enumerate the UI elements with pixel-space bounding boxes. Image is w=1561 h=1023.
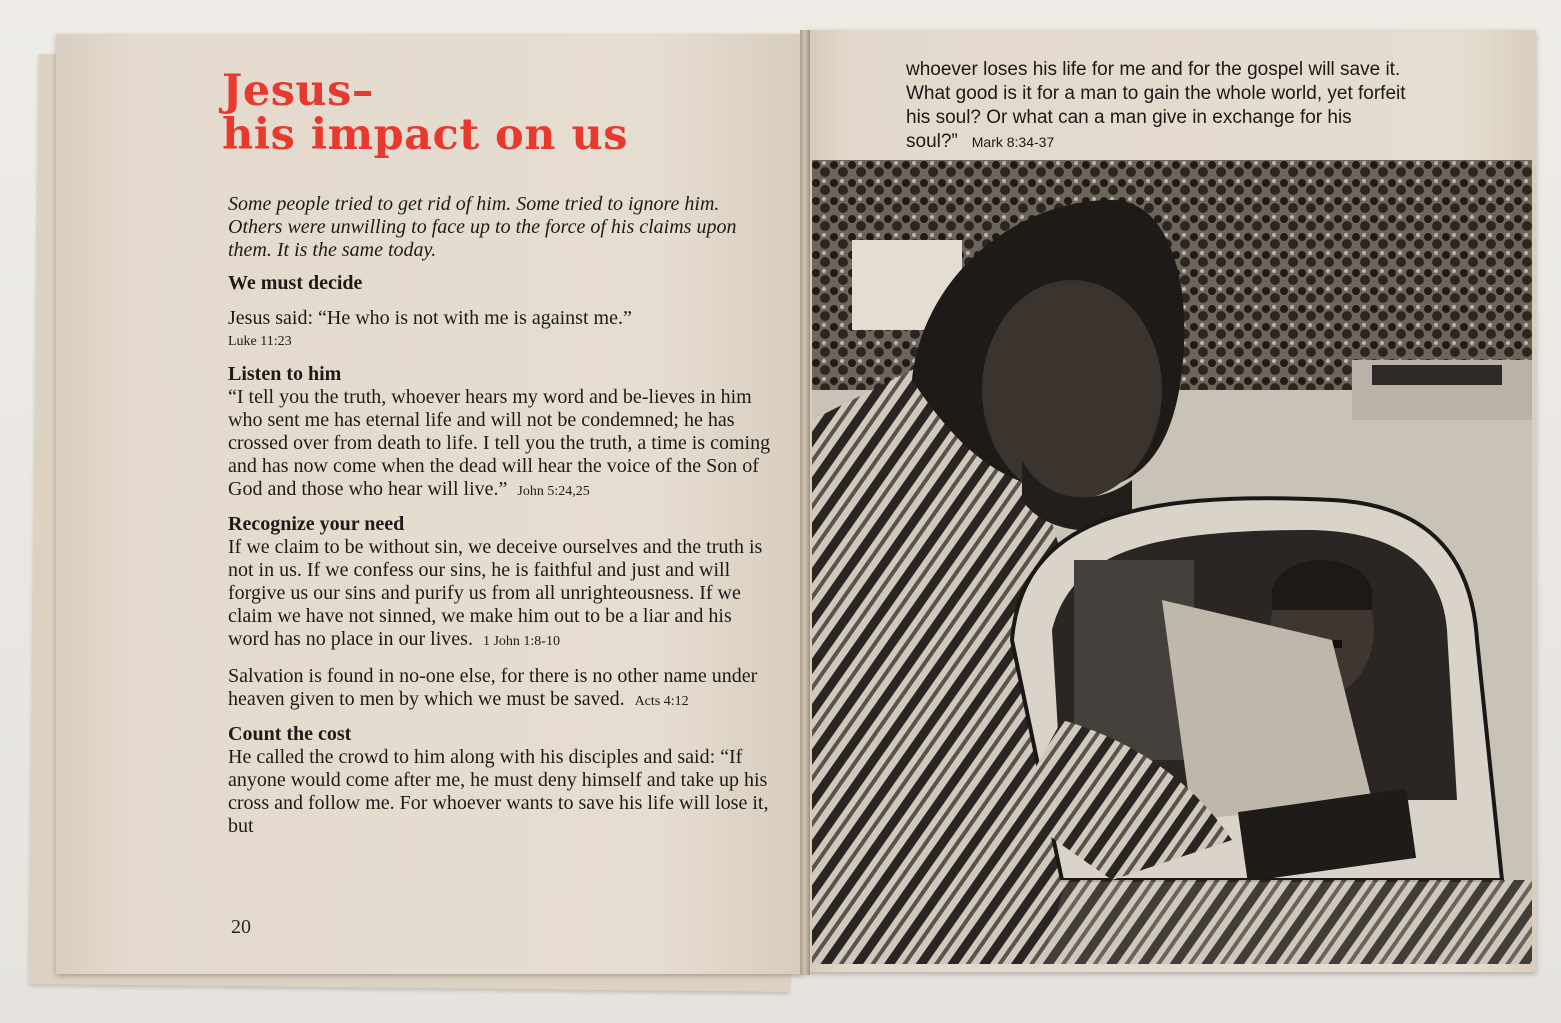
section-text	[228, 386, 776, 503]
section-text	[228, 536, 776, 653]
scripture-reference: Acts 4:12	[634, 694, 689, 709]
section-heading: Listen to him	[228, 363, 342, 385]
section-quote: Salvation is found in no-one else, for there is no other name under heaven given to men by which we must be saved.	[228, 665, 758, 710]
section-heading: Count the cost	[228, 723, 352, 745]
scripture-reference: Mark 8:34-37	[971, 134, 1055, 150]
continued-quote: whoever loses his life for me and for the gospel will save it. What good is it for a man to gain the whole world, yet forfeit his soul? Or what can a man give in exchange for his soul?”	[906, 59, 1406, 152]
section-quote: If we claim to be without sin, we deceive ourselves and the truth is not in us. If we confess our sins, he is faithful and just and will forgive us our sins and purify us from all unrighteousness. If we claim we have not sinned, we make him out to be a liar and his word has no place in our lives.	[228, 536, 763, 650]
section-quote: He called the crowd to him along with his disciples and said: “If anyone would come after me, he must deny himself and take up his cross and follow me. For whoever wants to save his life will lose it, but	[228, 746, 769, 837]
section-quote: Jesus said: “He who is not with me is against me.”	[228, 307, 632, 329]
section-heading: We must decide	[228, 272, 363, 294]
photo-illustration	[812, 160, 1532, 964]
section-heading: Recognize your need	[228, 513, 405, 535]
section-text	[228, 665, 776, 713]
scripture-reference: John 5:24,25	[517, 484, 590, 499]
booklet-spine	[800, 30, 810, 975]
title-line-1: Jesus–	[222, 66, 374, 116]
section-text	[228, 307, 776, 353]
title-line-2: his impact on us	[222, 110, 628, 160]
left-page-body	[228, 193, 776, 838]
page-number: 20	[231, 916, 251, 938]
right-page-text	[906, 58, 1426, 154]
intro-paragraph: Some people tried to get rid of him. Some tried to ignore him. Others were unwilling to face up to the force of his claims upon them. It is the same today.	[228, 193, 737, 261]
section-quote: “I tell you the truth, whoever hears my word and be-lieves in him who sent me has eternal life and will not be condemned; he has crossed over from death to life. I tell you the truth, a time is coming and has now come when the dead will hear the voice of the Son of God and those who hear will live.”	[228, 386, 771, 500]
scripture-reference: 1 John 1:8-10	[482, 634, 560, 649]
section-text	[228, 746, 776, 838]
scripture-reference: Luke 11:23	[228, 334, 292, 349]
photo-man-talking-to-driver	[812, 160, 1532, 964]
